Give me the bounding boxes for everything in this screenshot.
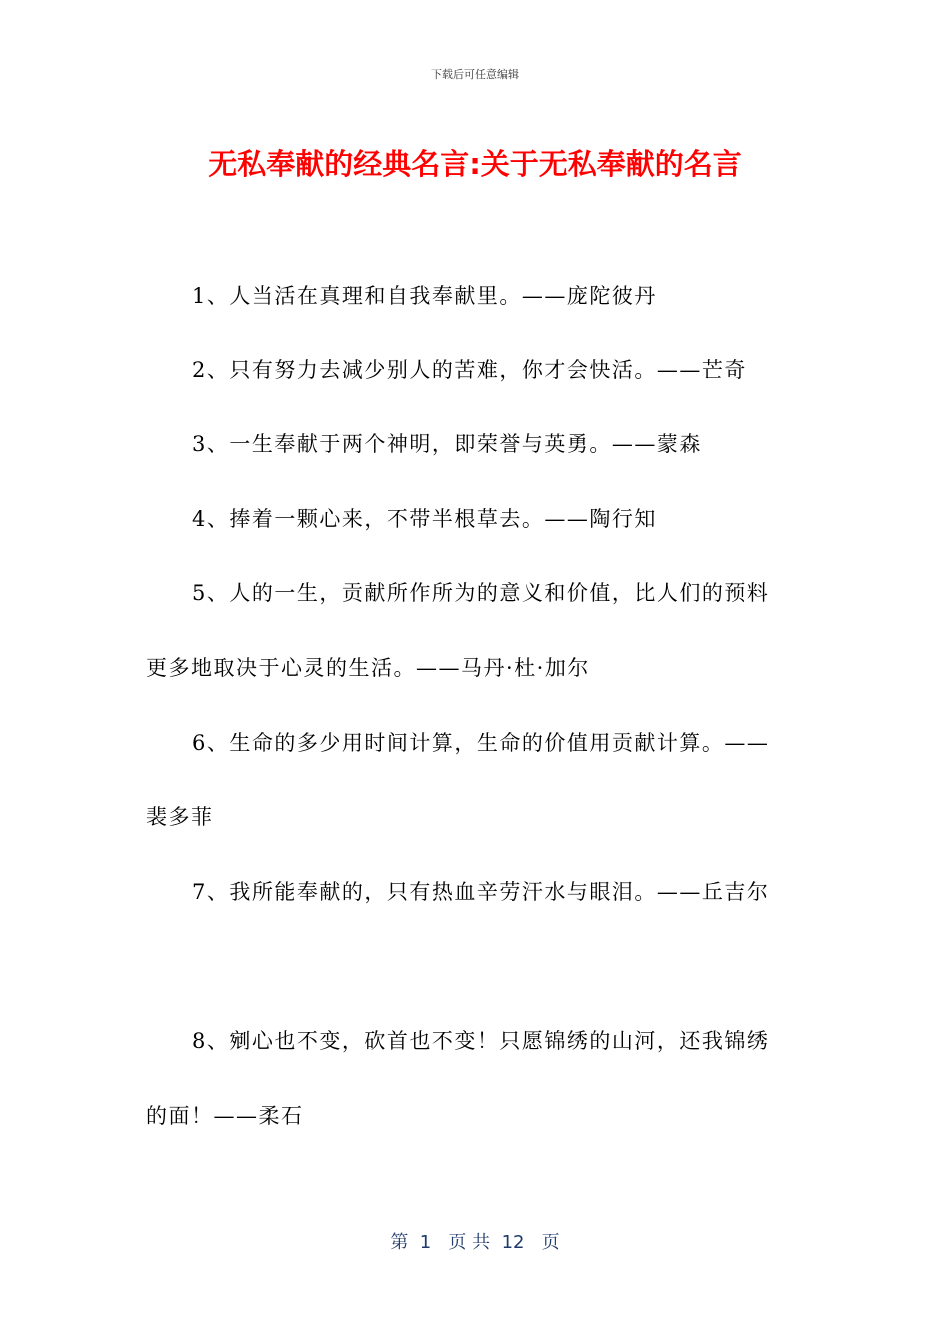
page-header: 下载后可任意编辑 — [431, 68, 519, 81]
quote-line-8-cont: 的面！——柔石 — [146, 1104, 304, 1128]
quote-line-6-cont: 裴多菲 — [146, 805, 214, 829]
quote-line-1: 1、人当活在真理和自我奉献里。——庞陀彼丹 — [192, 284, 657, 308]
quote-line-8: 8、剜心也不变，砍首也不变！只愿锦绣的山河，还我锦绣 — [192, 1029, 770, 1053]
quote-line-5-cont: 更多地取决于心灵的生活。——马丹·杜·加尔 — [146, 656, 590, 680]
page-footer: 第 1 页 共 12 页 — [390, 1232, 560, 1253]
document-title: 无私奉献的经典名言:关于无私奉献的名言 — [208, 147, 742, 181]
quote-line-7: 7、我所能奉献的，只有热血辛劳汗水与眼泪。——丘吉尔 — [192, 880, 770, 904]
quote-line-4: 4、捧着一颗心来，不带半根草去。——陶行知 — [192, 507, 657, 531]
quote-line-3: 3、一生奉献于两个神明，即荣誉与英勇。——蒙森 — [192, 432, 702, 456]
quote-line-5: 5、人的一生，贡献所作所为的意义和价值，比人们的预料 — [192, 581, 770, 605]
quote-line-6: 6、生命的多少用时间计算，生命的价值用贡献计算。—— — [192, 731, 770, 755]
quote-line-2: 2、只有努力去减少别人的苦难，你才会快活。——芒奇 — [192, 358, 747, 382]
